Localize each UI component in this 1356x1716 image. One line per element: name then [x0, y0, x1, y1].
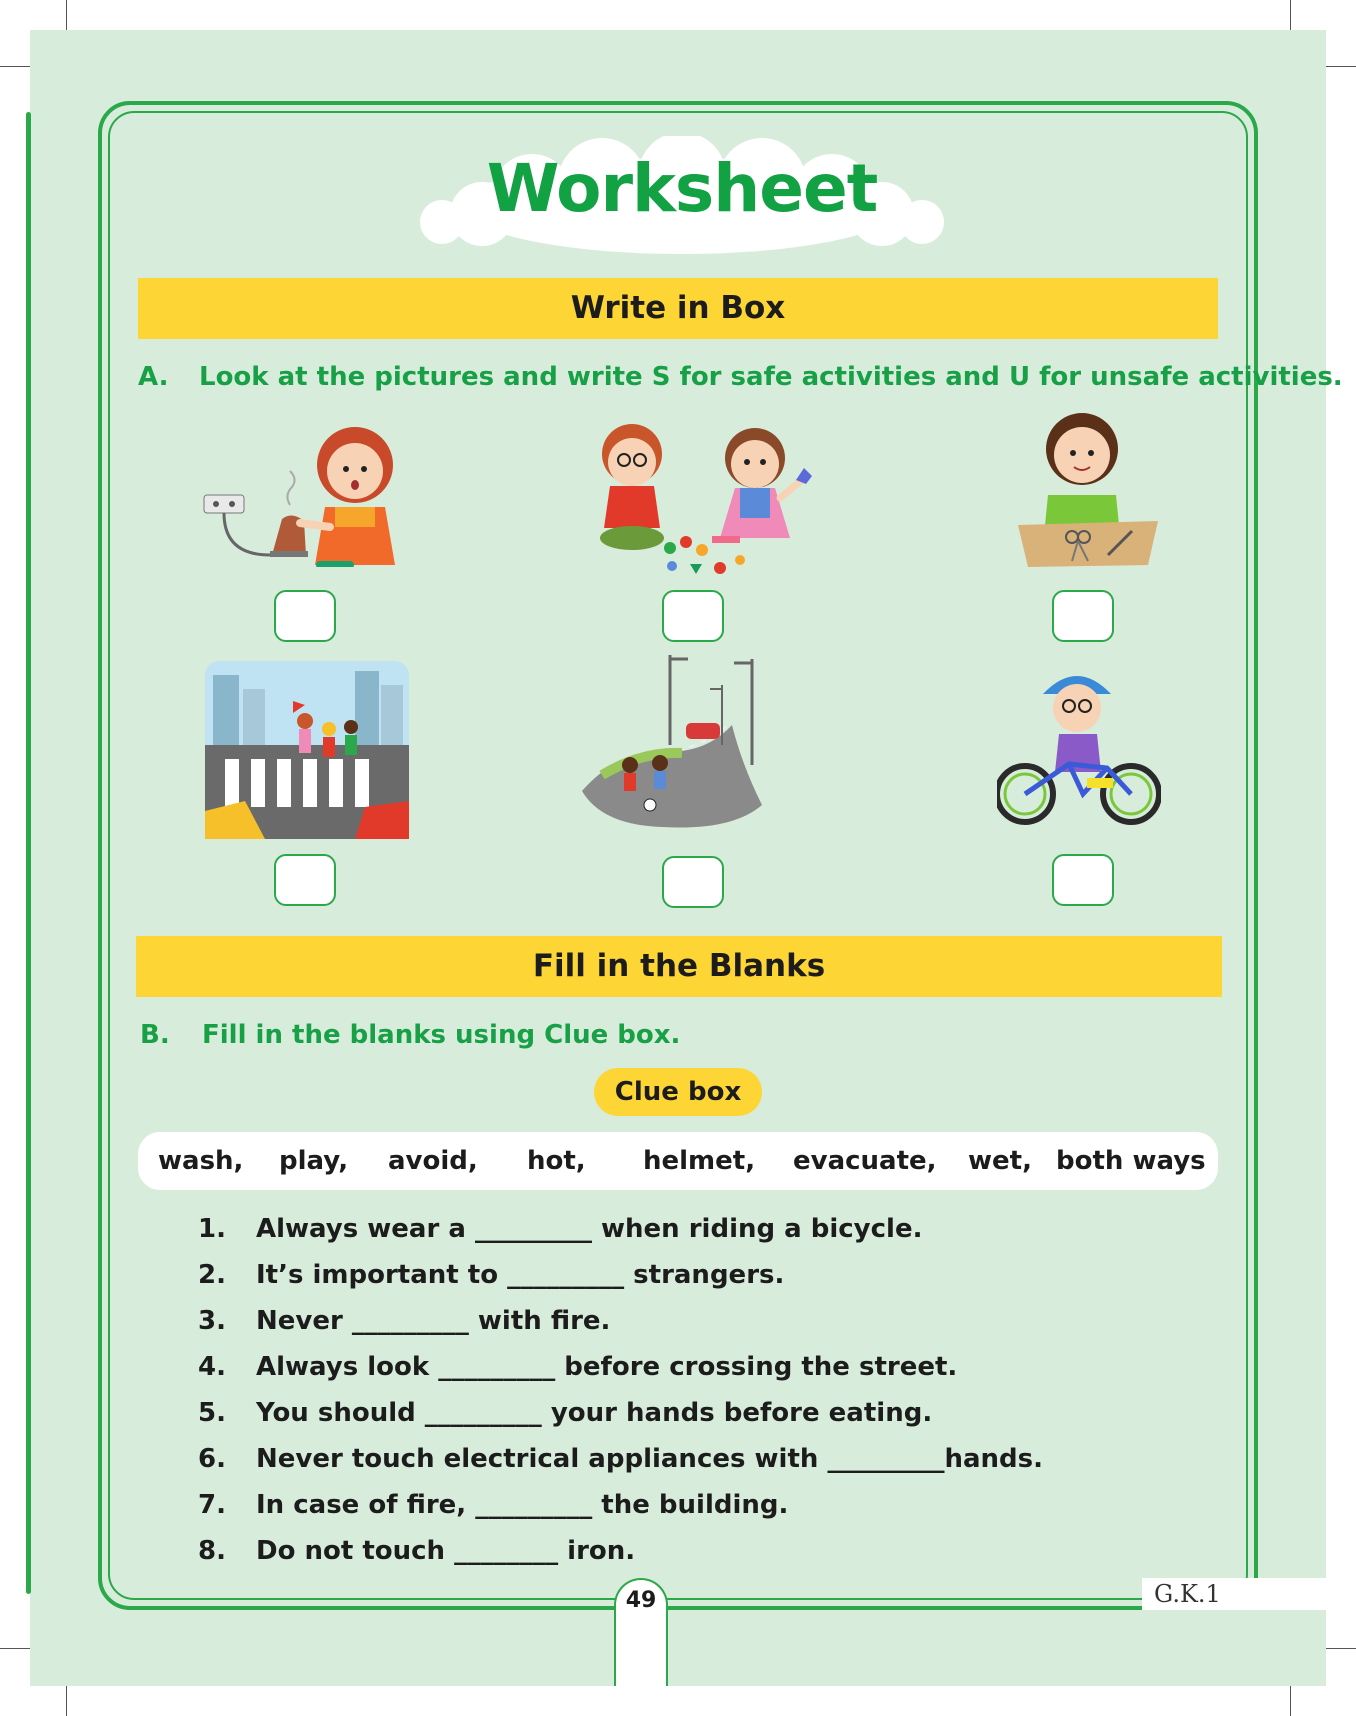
- fill-blank-item: [198, 1490, 788, 1520]
- item-text: It’s important to _________ strangers.: [256, 1260, 785, 1290]
- zebra-crossing-illustration: [205, 661, 409, 839]
- section-band-write-in-box: Write in Box: [138, 278, 1218, 339]
- page-title: Worksheet: [486, 150, 878, 227]
- crop-mark: [1326, 66, 1356, 67]
- item-number: 4.: [198, 1352, 226, 1382]
- fill-blank-item: [198, 1352, 957, 1382]
- question-letter: B.: [140, 1020, 170, 1050]
- clue-word: hot,: [527, 1146, 586, 1176]
- item-text: Never touch electrical appliances with _________hands.: [256, 1444, 1043, 1474]
- fill-blank-item: [198, 1398, 932, 1428]
- item-number: 1.: [198, 1214, 226, 1244]
- clue-word: avoid,: [388, 1146, 478, 1176]
- road-football-illustration: [582, 655, 772, 831]
- fill-blank-item: [198, 1536, 635, 1566]
- clue-word: both ways: [1056, 1146, 1206, 1176]
- item-text: Never _________ with fire.: [256, 1306, 611, 1336]
- question-instruction: Fill in the blanks using Clue box.: [202, 1020, 681, 1050]
- section-band-fill-blanks: Fill in the Blanks: [136, 936, 1222, 997]
- answer-box-1[interactable]: [274, 590, 336, 642]
- answer-box-6[interactable]: [1052, 854, 1114, 906]
- crop-mark: [66, 0, 67, 30]
- boy-bicycle-helmet-illustration: [997, 664, 1161, 828]
- answer-box-5[interactable]: [662, 856, 724, 908]
- item-number: 8.: [198, 1536, 226, 1566]
- girl-iron-illustration: [200, 415, 416, 567]
- item-number: 5.: [198, 1398, 226, 1428]
- answer-box-2[interactable]: [662, 590, 724, 642]
- question-b: [140, 1020, 1040, 1054]
- answer-box-3[interactable]: [1052, 590, 1114, 642]
- crop-mark: [1326, 1648, 1356, 1649]
- answer-box-4[interactable]: [274, 854, 336, 906]
- item-text: Always look _________ before crossing the street.: [256, 1352, 958, 1382]
- item-text: Do not touch ________ iron.: [256, 1536, 636, 1566]
- crop-mark: [66, 1686, 67, 1716]
- clue-box-label: Clue box: [594, 1068, 762, 1116]
- item-text: You should _________ your hands before eating.: [256, 1398, 933, 1428]
- item-number: 6.: [198, 1444, 226, 1474]
- item-number: 7.: [198, 1490, 226, 1520]
- item-number: 2.: [198, 1260, 226, 1290]
- item-text: In case of fire, _________ the building.: [256, 1490, 789, 1520]
- fill-blank-item: [198, 1260, 784, 1290]
- girl-scissors-illustration: [1008, 405, 1160, 571]
- clue-word: play,: [279, 1146, 349, 1176]
- page-edge-stripe: [26, 112, 31, 1594]
- crop-mark: [1290, 0, 1291, 30]
- question-a: [138, 362, 1343, 396]
- crop-mark: [1290, 1686, 1291, 1716]
- page-number: 49: [625, 1588, 657, 1613]
- crop-mark: [0, 1648, 30, 1649]
- fill-blank-item: [198, 1214, 922, 1244]
- item-number: 3.: [198, 1306, 226, 1336]
- question-instruction: Look at the pictures and write S for safe activities and U for unsafe activities.: [199, 362, 1343, 392]
- kids-playing-illustration: [590, 418, 826, 578]
- item-text: Always wear a _________ when riding a bicycle.: [256, 1214, 923, 1244]
- clue-word: evacuate,: [793, 1146, 937, 1176]
- crop-mark: [0, 66, 30, 67]
- clue-word: helmet,: [643, 1146, 756, 1176]
- fill-blank-item: [198, 1444, 1043, 1474]
- clue-word: wet,: [968, 1146, 1032, 1176]
- question-letter: A.: [138, 362, 169, 392]
- fill-blank-item: [198, 1306, 610, 1336]
- book-code: G.K.1: [1142, 1578, 1326, 1610]
- clue-word: wash,: [158, 1146, 244, 1176]
